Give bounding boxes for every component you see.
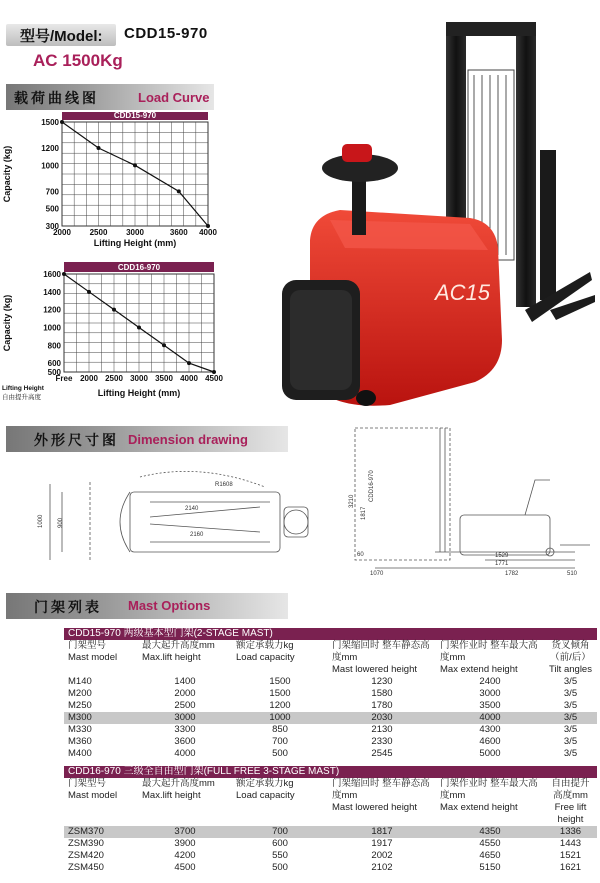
- col-header-en: Mast model: [68, 652, 118, 663]
- cell: 1521: [559, 850, 582, 861]
- cell: 4000: [174, 748, 196, 759]
- table-title: CDD15-970 两级基本型门架(2-STAGE MAST): [64, 628, 597, 640]
- col-header-cn: 额定承载力kg: [236, 778, 294, 789]
- cell: M300: [64, 712, 138, 724]
- table-row: [64, 676, 597, 688]
- data-point: [87, 290, 91, 294]
- section-title-en: Load Curve: [138, 90, 210, 105]
- cell: 1443: [559, 838, 582, 849]
- data-point: [177, 189, 181, 193]
- data-point: [206, 224, 210, 228]
- cell: 1000: [232, 712, 328, 724]
- x-tick-label: 4000: [180, 374, 198, 383]
- cell: ZSM420: [68, 850, 104, 861]
- cell: 3600: [174, 736, 196, 747]
- cell: 3/5: [563, 676, 578, 687]
- col-header-cn: 门架型号: [68, 778, 107, 789]
- y-tick-label: 1000: [41, 161, 59, 171]
- table-row: [64, 700, 597, 712]
- col-header-cn: 货叉倾角 （前/后）: [550, 640, 591, 663]
- plan-view-drawing: [30, 462, 330, 592]
- data-point: [97, 146, 101, 150]
- cell: 1200: [269, 700, 291, 711]
- cell: 4000: [436, 712, 544, 724]
- dim-label: 2160: [190, 532, 204, 538]
- x-tick-label: 4000: [199, 228, 217, 237]
- col-header-cn: 门架缩回时 整车静态高度mm: [332, 778, 430, 801]
- x-tick-label: 4500: [205, 374, 223, 383]
- col-header-en: Free lift height: [554, 802, 587, 825]
- cell: ZSM370: [64, 826, 138, 838]
- cell: 2545: [371, 748, 393, 759]
- stacker-truck-image: [270, 10, 595, 410]
- load-curve-chart-cdd15: [0, 112, 230, 264]
- model-label: 型号/Model:: [20, 28, 103, 45]
- col-header-cn: 自由提升 高度mm: [551, 778, 590, 801]
- y-axis-label: Capacity (kg): [2, 294, 12, 352]
- dim-label: 1529: [495, 553, 509, 559]
- mast-table-3stage: [64, 766, 597, 874]
- cell: 3700: [138, 826, 232, 838]
- table-row: [64, 838, 597, 850]
- table-row: [64, 748, 597, 760]
- cell: 700: [232, 826, 328, 838]
- y-tick-label: 600: [47, 359, 61, 369]
- table-row: [64, 850, 597, 862]
- cell: 1400: [174, 676, 196, 687]
- cell: 3000: [138, 712, 232, 724]
- dim-label: 60: [357, 552, 364, 558]
- cell: 4600: [479, 736, 501, 747]
- cell: ZSM390: [68, 838, 104, 849]
- y-tick-label: 1200: [43, 305, 61, 315]
- col-header-en: Load capacity: [236, 790, 295, 801]
- y-tick-label: 500: [45, 204, 59, 214]
- y-tick-label: 1500: [41, 118, 59, 127]
- col-header-cn: 门架型号: [68, 640, 107, 651]
- table-header-row: [64, 640, 597, 676]
- x-tick-label: 3000: [130, 374, 148, 383]
- dim-label: 1070: [370, 571, 384, 577]
- capacity-title: AC 1500Kg: [33, 51, 123, 70]
- section-title-en: Dimension drawing: [128, 432, 248, 447]
- dim-label: R1608: [215, 482, 233, 488]
- cell: 500: [272, 862, 288, 873]
- section-title-cn: 外形尺寸图: [34, 432, 119, 448]
- cell: 5150: [479, 862, 501, 873]
- table-title: CDD16-970 三级全自由型门架(FULL FREE 3-STAGE MAST): [64, 766, 597, 778]
- cell: 2400: [479, 676, 501, 687]
- table-row: [64, 736, 597, 748]
- cell: M140: [68, 676, 92, 687]
- x-axis-label: Lifting Height (mm): [97, 388, 181, 398]
- col-header-en: Mast lowered height: [332, 664, 418, 675]
- cell: 1580: [371, 688, 393, 699]
- col-header-cn: 最大起升高度mm: [142, 778, 215, 789]
- cell: 5000: [479, 748, 501, 759]
- cell: 2102: [371, 862, 393, 873]
- section-title-cn: 载荷曲线图: [14, 90, 99, 106]
- cell: ZSM450: [68, 862, 104, 873]
- x-tick-label: 3600: [169, 228, 188, 237]
- dim-label: 1000: [38, 514, 44, 528]
- y-tick-label: 1200: [41, 144, 59, 153]
- cell: 2130: [371, 724, 393, 735]
- cell: 600: [272, 838, 288, 849]
- data-point: [133, 163, 137, 167]
- col-header-en: Mast lowered height: [332, 802, 418, 813]
- col-header-cn: 最大起升高度mm: [142, 640, 215, 651]
- cell: 3/5: [563, 688, 578, 699]
- dim-label: 510: [567, 571, 578, 577]
- dim-label: 1817: [361, 506, 367, 520]
- col-header-cn: 门架作业时 整车最大高度mm: [440, 640, 538, 663]
- cell: M250: [68, 700, 92, 711]
- cell: 3/5: [563, 700, 578, 711]
- y-tick-label: 700: [45, 187, 59, 197]
- cell: 3/5: [563, 724, 578, 735]
- cell: 1817: [328, 826, 436, 838]
- cell: 3300: [174, 724, 196, 735]
- cell: 3000: [479, 688, 501, 699]
- col-header-en: Load capacity: [236, 652, 295, 663]
- cell: M330: [68, 724, 92, 735]
- x-tick-label: 2500: [105, 374, 123, 383]
- data-point: [212, 370, 216, 374]
- cell: 4550: [479, 838, 501, 849]
- dim-label: CDD16-970: [369, 470, 375, 502]
- cell: 4350: [436, 826, 544, 838]
- dim-label: 3210: [349, 494, 355, 508]
- data-point: [187, 361, 191, 365]
- x-tick-label: 2000: [53, 228, 71, 237]
- x-tick-label: 3500: [155, 374, 173, 383]
- cell: 2000: [174, 688, 196, 699]
- cell: 1336: [544, 826, 597, 838]
- section-title-en: Mast Options: [128, 598, 211, 613]
- cell: 850: [272, 724, 288, 735]
- table-row: [64, 688, 597, 700]
- col-header-en: Tilt angles: [549, 664, 592, 675]
- cell: 3/5: [563, 748, 578, 759]
- data-point: [112, 308, 116, 312]
- y-tick-label: 500: [47, 368, 61, 377]
- model-value: CDD15-970: [124, 25, 208, 42]
- load-curve-chart-cdd16: [0, 262, 230, 414]
- free-lift-label: Lifting Height: [2, 385, 44, 392]
- chart-title: CDD16-970: [117, 263, 161, 272]
- cell: 1780: [371, 700, 393, 711]
- y-tick-label: 1600: [43, 270, 61, 279]
- cell: 1230: [371, 676, 393, 687]
- x-tick-label: 2000: [80, 374, 98, 383]
- data-point: [162, 343, 166, 347]
- col-header-en: Mast model: [68, 790, 118, 801]
- x-tick-label: 2500: [89, 228, 108, 237]
- col-header-cn: 门架作业时 整车最大高度mm: [440, 778, 538, 801]
- col-header-en: Max extend height: [440, 664, 518, 675]
- col-header-en: Max.lift height: [142, 790, 201, 801]
- cell: M400: [68, 748, 92, 759]
- col-header-cn: 门架缩回时 整车静态高度mm: [332, 640, 430, 663]
- cell: 2002: [371, 850, 393, 861]
- dim-label: 1782: [505, 571, 519, 577]
- table-row: [64, 862, 597, 874]
- cell: 3/5: [563, 736, 578, 747]
- cell: 1500: [269, 688, 291, 699]
- y-tick-label: 1400: [43, 287, 61, 297]
- cell: 4500: [174, 862, 196, 873]
- y-tick-label: 1000: [43, 323, 61, 333]
- x-tick-label: Free: [55, 374, 73, 383]
- data-point: [60, 120, 64, 124]
- cell: M200: [68, 688, 92, 699]
- cell: 3900: [174, 838, 196, 849]
- truck-badge: AC15: [435, 280, 491, 305]
- data-point: [137, 325, 141, 329]
- cell: 4650: [479, 850, 501, 861]
- cell: 550: [272, 850, 288, 861]
- table-header-row: [64, 778, 597, 826]
- col-header-cn: 额定承载力kg: [236, 640, 294, 651]
- cell: 1500: [269, 676, 291, 687]
- section-title-cn: 门架列表: [34, 599, 102, 615]
- table-row-highlighted: [64, 826, 597, 838]
- y-axis-label: Capacity (kg): [2, 145, 12, 203]
- cell: 1917: [371, 838, 393, 849]
- cell: 2500: [174, 700, 196, 711]
- y-tick-label: 300: [45, 222, 59, 231]
- col-header-en: Max.lift height: [142, 652, 201, 663]
- cell: 3500: [479, 700, 501, 711]
- cell: 3/5: [544, 712, 597, 724]
- table-row-highlighted: [64, 712, 597, 724]
- chart-title: CDD15-970: [113, 112, 157, 120]
- data-point: [62, 272, 66, 276]
- y-tick-label: 800: [47, 341, 61, 351]
- x-axis-label: Lifting Height (mm): [93, 238, 177, 248]
- free-lift-label-cn: 自由提升高度: [2, 394, 41, 401]
- table-row: [64, 724, 597, 736]
- cell: 500: [272, 748, 288, 759]
- mast-table-2stage: [64, 628, 597, 760]
- cell: 2030: [328, 712, 436, 724]
- cell: 4200: [174, 850, 196, 861]
- cell: 4300: [479, 724, 501, 735]
- cell: M360: [68, 736, 92, 747]
- dim-label: 1771: [495, 561, 509, 567]
- col-header-en: Max extend height: [440, 802, 518, 813]
- cell: 700: [272, 736, 288, 747]
- side-view-drawing: [345, 420, 595, 580]
- dim-label: 2140: [185, 506, 199, 512]
- x-tick-label: 3000: [126, 228, 144, 237]
- cell: 2330: [371, 736, 393, 747]
- cell: 1621: [559, 862, 582, 873]
- dim-label: 900: [58, 517, 64, 528]
